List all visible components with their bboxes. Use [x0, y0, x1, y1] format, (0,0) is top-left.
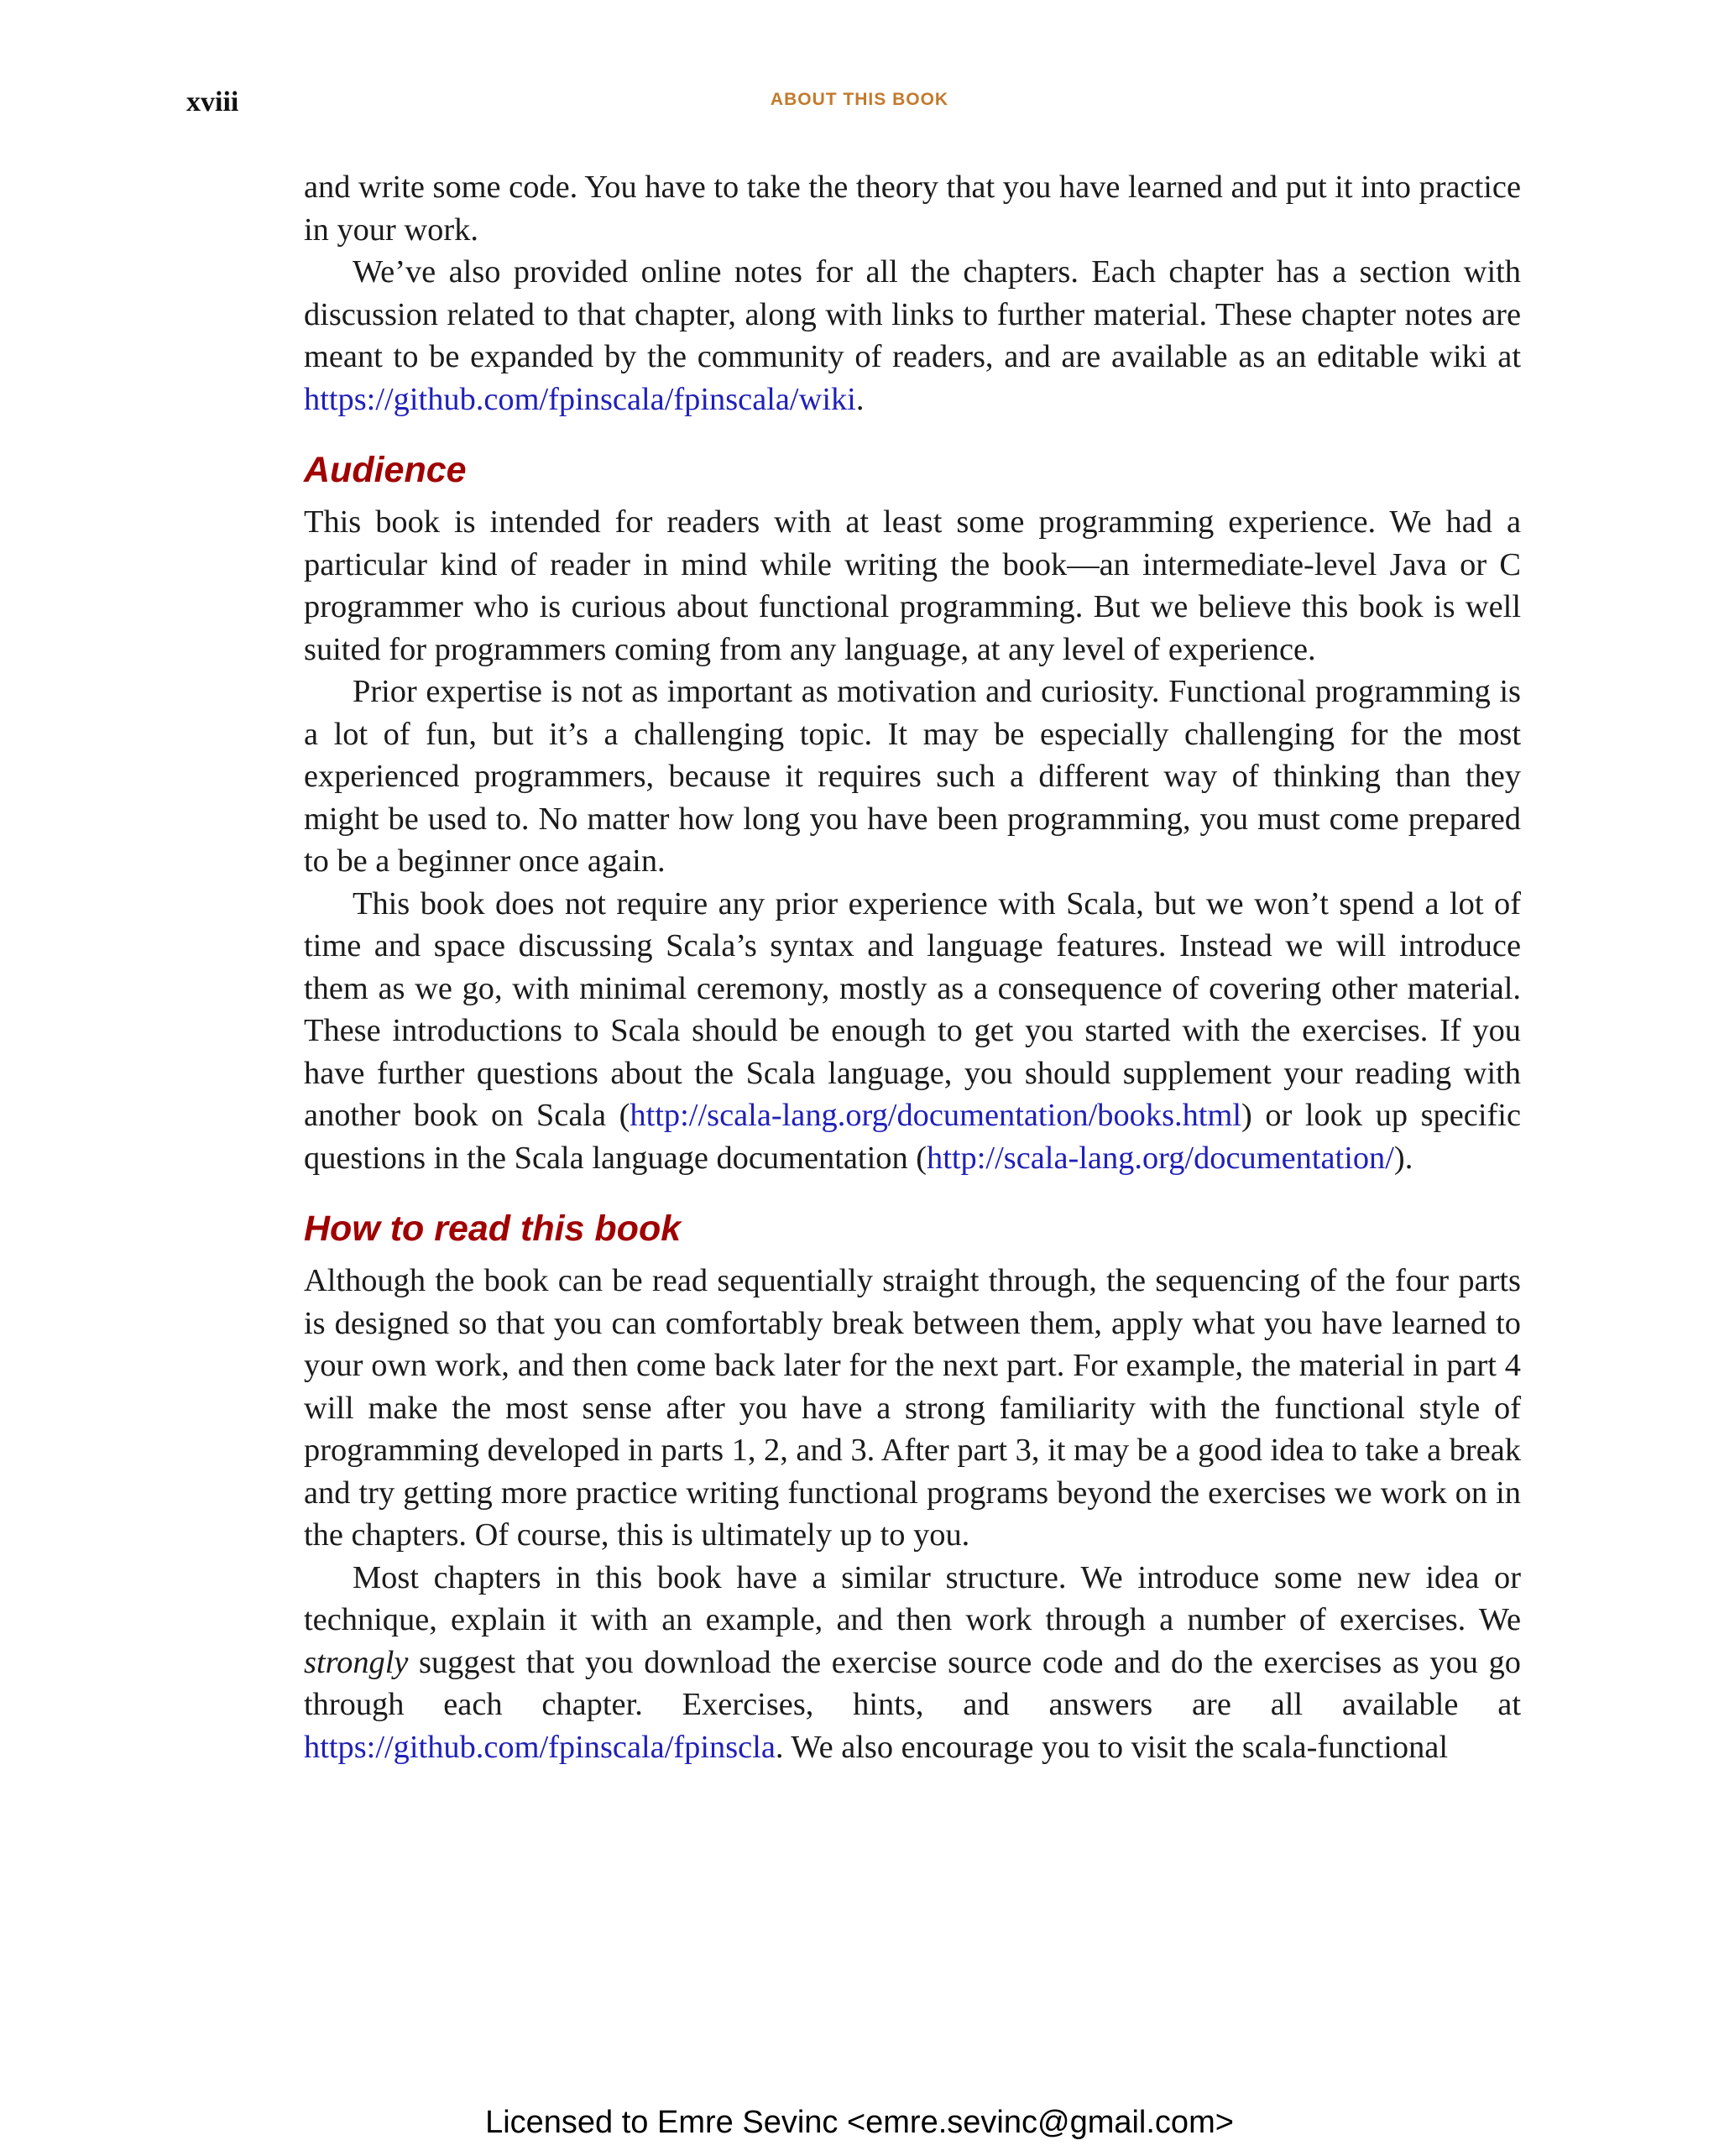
intro-paragraph-1: and write some code. You have to take the theory that you have learned and put it into practice in your work. [304, 170, 1521, 248]
intro-paragraph-2 [304, 251, 1521, 420]
audience-paragraph-3-mid: ) or look up specific questions in the Scala language documentation ( [304, 1098, 1521, 1176]
page-body [304, 166, 1521, 1768]
emphasis-strongly: strongly [304, 1644, 409, 1680]
page-number: xviii [186, 86, 239, 117]
scala-documentation-link[interactable]: http://scala-lang.org/documentation/ [927, 1140, 1394, 1176]
audience-paragraph-2: Prior expertise is not as important as motivation and curiosity. Functional programming is a lot of fun, but it’s a challenging topic. It may be especially challenging for the most experienced programmers, because it requires such a different way of thinking than they might be used to. No matter how long you have been programming, you must come prepared to be a beginner once again. [304, 674, 1521, 879]
exercises-repo-link[interactable]: https://github.com/fpinscala/fpinscla [304, 1729, 776, 1765]
scala-books-link[interactable]: http://scala-lang.org/documentation/books.html [630, 1098, 1242, 1133]
how-to-read-paragraph-2-a: Most chapters in this book have a similar structure. We introduce some new idea or technique, explain it with an example, and then work through a number of exercises. We [304, 1559, 1521, 1637]
license-footer: Licensed to Emre Sevinc <emre.sevinc@gmail.com> [485, 2105, 1234, 2140]
wiki-link[interactable]: https://github.com/fpinscala/fpinscala/wiki [304, 381, 856, 417]
audience-paragraph-3-end: ). [1393, 1140, 1413, 1176]
how-to-read-paragraph-2 [304, 1557, 1521, 1769]
how-to-read-paragraph-2-b: suggest that you download the exercise source code and do the exercises as you go through each chapter. Exercises, hints, and answers are all available at [304, 1644, 1521, 1722]
audience-heading: Audience [304, 450, 467, 490]
how-to-read-paragraph-2-c: . We also encourage you to visit the scala-functional [775, 1729, 1448, 1765]
how-to-read-paragraph-1: Although the book can be read sequentially straight through, the sequencing of the four parts is designed so that you can comfortably break between them, apply what you have learned to your own work, and then come back later for the next part. For example, the material in part 4 will make the most sense after you have a strong familiarity with the functional style of programming developed in parts 1, 2, and 3. After part 3, it may be a good idea to take a break and try getting more practice writing functional programs beyond the exercises we work on in the chapters. Of course, this is ultimately up to you. [304, 1263, 1521, 1553]
running-head: ABOUT THIS BOOK [770, 90, 949, 109]
audience-paragraph-3-text: This book does not require any prior experience with Scala, but we won’t spend a lot of time and space discussing Scala’s syntax and language features. Instead we will introduce them as we go, with minimal ceremony, mostly as a consequence of covering other material. These introductions to Scala should be enough to get you started with the exercises. If you have further questions about the Scala language, you should supplement your reading with another book on Scala ( [304, 885, 1521, 1133]
audience-paragraph-1: This book is intended for readers with at least some programming experience. We had a particular kind of reader in mind while writing the book—an intermediate-level Java or C programmer who is curious about functional programming. But we believe this book is well suited for programmers coming from any language, at any level of experience. [304, 504, 1521, 667]
intro-paragraph-2-end: . [855, 381, 865, 417]
intro-paragraph-2-text: We’ve also provided online notes for all the chapters. Each chapter has a section with discussion related to that chapter, along with links to further material. These chapter notes are meant to be expanded by the community of readers, and are available as an editable wiki at [304, 254, 1521, 374]
audience-paragraph-3 [304, 883, 1521, 1180]
how-to-read-heading: How to read this book [304, 1209, 682, 1249]
